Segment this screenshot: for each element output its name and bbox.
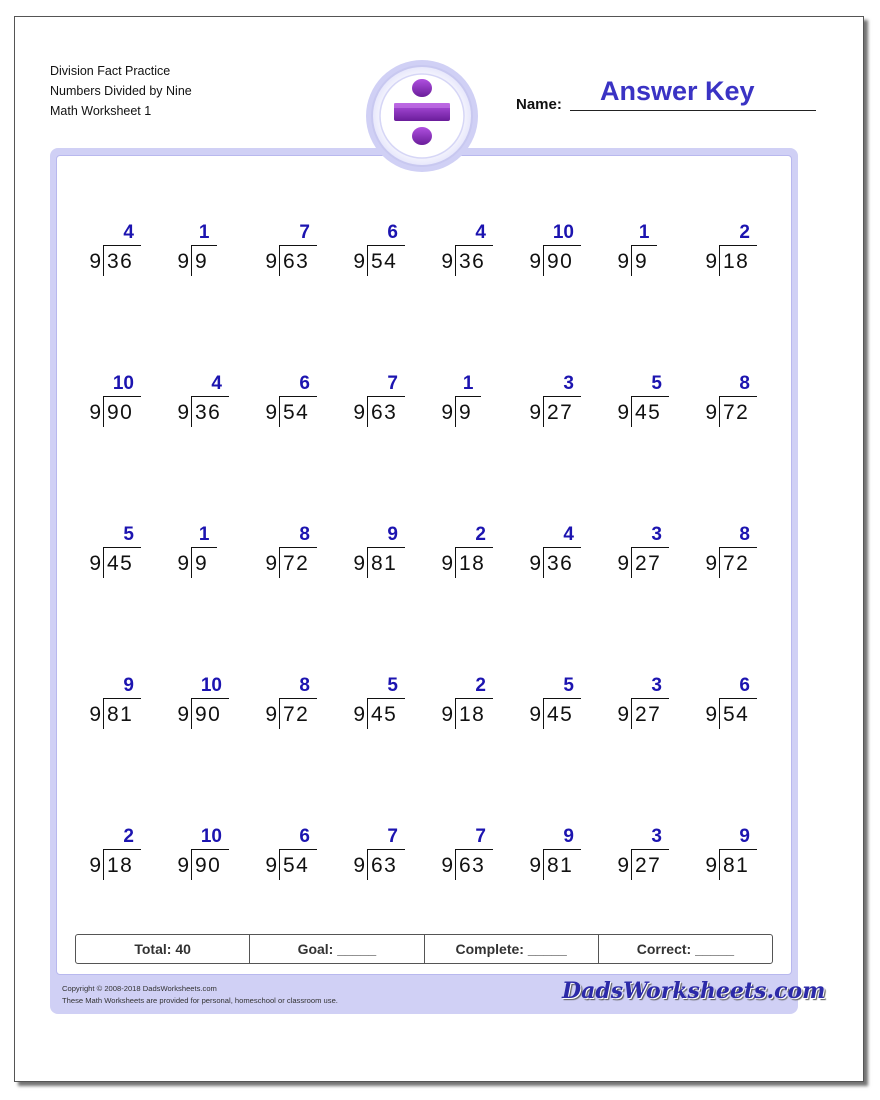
division-problem bbox=[352, 524, 432, 584]
divisor: 9 bbox=[705, 703, 718, 726]
dividend: 18 bbox=[459, 552, 486, 575]
divisor: 9 bbox=[705, 552, 718, 575]
answer-quotient: 1 bbox=[638, 222, 650, 243]
title-line-2: Numbers Divided by Nine bbox=[50, 84, 192, 98]
division-problem bbox=[616, 373, 696, 433]
answer-quotient: 5 bbox=[563, 675, 574, 696]
divisor: 9 bbox=[617, 703, 630, 726]
dividend: 72 bbox=[283, 552, 310, 575]
answer-quotient: 5 bbox=[387, 675, 398, 696]
division-problem bbox=[176, 675, 256, 735]
divisor: 9 bbox=[529, 401, 542, 424]
divisor: 9 bbox=[89, 250, 102, 273]
answer-quotient: 1 bbox=[198, 524, 210, 545]
division-problem bbox=[440, 826, 520, 886]
answer-quotient: 9 bbox=[123, 675, 134, 696]
answer-quotient: 3 bbox=[651, 524, 662, 545]
dividend: 54 bbox=[283, 401, 310, 424]
title-line-3: Math Worksheet 1 bbox=[50, 104, 152, 118]
dividend: 45 bbox=[547, 703, 574, 726]
division-problem bbox=[616, 675, 696, 735]
dividend: 72 bbox=[283, 703, 310, 726]
divisor: 9 bbox=[89, 854, 102, 877]
division-problem bbox=[440, 675, 520, 735]
answer-quotient: 2 bbox=[475, 524, 486, 545]
division-problem bbox=[176, 524, 256, 584]
dividend: 36 bbox=[195, 401, 222, 424]
division-problem bbox=[176, 373, 256, 433]
score-bar bbox=[75, 934, 773, 964]
answer-quotient: 4 bbox=[123, 222, 134, 243]
dividend: 45 bbox=[635, 401, 662, 424]
dividend: 36 bbox=[547, 552, 574, 575]
dividend: 81 bbox=[547, 854, 574, 877]
answer-quotient: 9 bbox=[563, 826, 574, 847]
answer-quotient: 5 bbox=[651, 373, 662, 394]
division-problem bbox=[264, 222, 344, 282]
complete-cell[interactable]: Complete: _____ bbox=[425, 935, 599, 963]
division-problem bbox=[704, 373, 784, 433]
division-problem bbox=[616, 524, 696, 584]
dividend: 18 bbox=[107, 854, 134, 877]
divisor: 9 bbox=[441, 250, 454, 273]
dividend: 45 bbox=[107, 552, 134, 575]
division-problem bbox=[440, 524, 520, 584]
dividend: 27 bbox=[635, 552, 662, 575]
dividend: 81 bbox=[723, 854, 750, 877]
dividend: 72 bbox=[723, 401, 750, 424]
divisor: 9 bbox=[705, 854, 718, 877]
dividend: 54 bbox=[371, 250, 398, 273]
division-problem bbox=[616, 826, 696, 886]
dividend: 81 bbox=[371, 552, 398, 575]
dividend: 63 bbox=[459, 854, 486, 877]
dividend: 54 bbox=[283, 854, 310, 877]
division-problem bbox=[88, 222, 168, 282]
divisor: 9 bbox=[89, 401, 102, 424]
name-label: Name: bbox=[516, 96, 562, 113]
division-problem bbox=[264, 373, 344, 433]
dividend: 27 bbox=[635, 703, 662, 726]
dadsworksheets-logo: DadsWorksheets.com bbox=[562, 978, 826, 1004]
divisor: 9 bbox=[617, 401, 630, 424]
divisor: 9 bbox=[441, 854, 454, 877]
dividend: 90 bbox=[547, 250, 574, 273]
division-problem bbox=[528, 524, 608, 584]
answer-quotient: 3 bbox=[563, 373, 574, 394]
dividend: 45 bbox=[371, 703, 398, 726]
answer-quotient: 1 bbox=[198, 222, 210, 243]
divisor: 9 bbox=[265, 250, 278, 273]
answer-quotient: 5 bbox=[123, 524, 134, 545]
answer-quotient: 10 bbox=[200, 826, 222, 847]
division-problem bbox=[88, 373, 168, 433]
title-line-1: Division Fact Practice bbox=[50, 64, 171, 78]
divisor: 9 bbox=[529, 703, 542, 726]
divisor: 9 bbox=[353, 401, 366, 424]
dividend: 9 bbox=[635, 250, 649, 273]
answer-quotient: 6 bbox=[299, 826, 310, 847]
dividend: 18 bbox=[459, 703, 486, 726]
divisor: 9 bbox=[89, 552, 102, 575]
answer-quotient: 4 bbox=[563, 524, 574, 545]
divisor: 9 bbox=[177, 552, 190, 575]
division-problem bbox=[704, 524, 784, 584]
answer-quotient: 10 bbox=[112, 373, 134, 394]
division-problem bbox=[616, 222, 696, 282]
divisor: 9 bbox=[353, 552, 366, 575]
dividend: 54 bbox=[723, 703, 750, 726]
division-problem bbox=[440, 222, 520, 282]
answer-quotient: 8 bbox=[299, 675, 310, 696]
divisor: 9 bbox=[529, 854, 542, 877]
divisor: 9 bbox=[353, 250, 366, 273]
answer-quotient: 7 bbox=[475, 826, 486, 847]
answer-quotient: 4 bbox=[211, 373, 222, 394]
division-problem bbox=[264, 524, 344, 584]
answer-quotient: 4 bbox=[475, 222, 486, 243]
dividend: 9 bbox=[195, 552, 209, 575]
division-problem bbox=[88, 524, 168, 584]
answer-quotient: 7 bbox=[387, 373, 398, 394]
answer-quotient: 7 bbox=[299, 222, 310, 243]
divisor: 9 bbox=[177, 854, 190, 877]
division-problem bbox=[352, 675, 432, 735]
divisor: 9 bbox=[177, 401, 190, 424]
answer-quotient: 9 bbox=[739, 826, 750, 847]
dividend: 9 bbox=[195, 250, 209, 273]
division-problem bbox=[528, 373, 608, 433]
answer-quotient: 10 bbox=[552, 222, 574, 243]
correct-cell[interactable]: Correct: _____ bbox=[636, 941, 735, 957]
goal-cell[interactable]: Goal: _____ bbox=[250, 935, 424, 963]
divisor: 9 bbox=[617, 250, 630, 273]
answer-quotient: 10 bbox=[200, 675, 222, 696]
divisor: 9 bbox=[353, 854, 366, 877]
division-problem bbox=[176, 222, 256, 282]
divisor: 9 bbox=[705, 250, 718, 273]
division-problem bbox=[88, 675, 168, 735]
answer-key-label: Answer Key bbox=[600, 76, 755, 106]
usage-notice: These Math Worksheets are provided for personal, homeschool or classroom use. bbox=[62, 996, 338, 1005]
answer-quotient: 2 bbox=[123, 826, 134, 847]
answer-quotient: 6 bbox=[739, 675, 750, 696]
division-problem bbox=[264, 826, 344, 886]
dividend: 90 bbox=[195, 854, 222, 877]
answer-quotient: 1 bbox=[462, 373, 474, 394]
total-cell: Total: 40 bbox=[76, 935, 250, 963]
dividend: 27 bbox=[547, 401, 574, 424]
division-problem bbox=[528, 826, 608, 886]
divisor: 9 bbox=[265, 703, 278, 726]
dividend: 27 bbox=[635, 854, 662, 877]
divisor: 9 bbox=[89, 703, 102, 726]
answer-quotient: 3 bbox=[651, 826, 662, 847]
answer-quotient: 2 bbox=[475, 675, 486, 696]
divisor: 9 bbox=[705, 401, 718, 424]
division-problem bbox=[528, 675, 608, 735]
answer-quotient: 9 bbox=[387, 524, 398, 545]
dividend: 18 bbox=[723, 250, 750, 273]
answer-quotient: 8 bbox=[739, 373, 750, 394]
worksheet-title-block bbox=[50, 61, 192, 121]
answer-quotient: 8 bbox=[739, 524, 750, 545]
dividend: 72 bbox=[723, 552, 750, 575]
dividend: 63 bbox=[283, 250, 310, 273]
division-problem bbox=[352, 373, 432, 433]
divisor: 9 bbox=[177, 703, 190, 726]
divisor: 9 bbox=[265, 854, 278, 877]
divisor: 9 bbox=[441, 401, 454, 424]
divisor: 9 bbox=[265, 552, 278, 575]
division-problem bbox=[704, 222, 784, 282]
dividend: 81 bbox=[107, 703, 134, 726]
answer-quotient: 3 bbox=[651, 675, 662, 696]
answer-quotient: 8 bbox=[299, 524, 310, 545]
divisor: 9 bbox=[529, 250, 542, 273]
division-problem bbox=[352, 222, 432, 282]
answer-quotient: 6 bbox=[299, 373, 310, 394]
footer-text bbox=[62, 983, 338, 1007]
dividend: 63 bbox=[371, 401, 398, 424]
dividend: 90 bbox=[107, 401, 134, 424]
answer-quotient: 2 bbox=[739, 222, 750, 243]
copyright-text: Copyright © 2008-2018 DadsWorksheets.com bbox=[62, 984, 217, 993]
divisor: 9 bbox=[177, 250, 190, 273]
divisor: 9 bbox=[617, 854, 630, 877]
dividend: 90 bbox=[195, 703, 222, 726]
divisor: 9 bbox=[617, 552, 630, 575]
divisor: 9 bbox=[265, 401, 278, 424]
divisor: 9 bbox=[441, 703, 454, 726]
name-field-line[interactable] bbox=[570, 110, 816, 111]
division-problem bbox=[264, 675, 344, 735]
divisor: 9 bbox=[353, 703, 366, 726]
answer-quotient: 6 bbox=[387, 222, 398, 243]
dividend: 9 bbox=[459, 401, 473, 424]
divisor: 9 bbox=[441, 552, 454, 575]
dividend: 36 bbox=[107, 250, 134, 273]
dividend: 36 bbox=[459, 250, 486, 273]
division-sign-icon bbox=[364, 58, 480, 174]
division-problem bbox=[704, 826, 784, 886]
division-problem bbox=[88, 826, 168, 886]
division-problem bbox=[352, 826, 432, 886]
division-problem bbox=[528, 222, 608, 282]
division-problem bbox=[704, 675, 784, 735]
division-problem bbox=[176, 826, 256, 886]
dividend: 63 bbox=[371, 854, 398, 877]
divisor: 9 bbox=[529, 552, 542, 575]
division-problem bbox=[440, 373, 520, 433]
answer-quotient: 7 bbox=[387, 826, 398, 847]
